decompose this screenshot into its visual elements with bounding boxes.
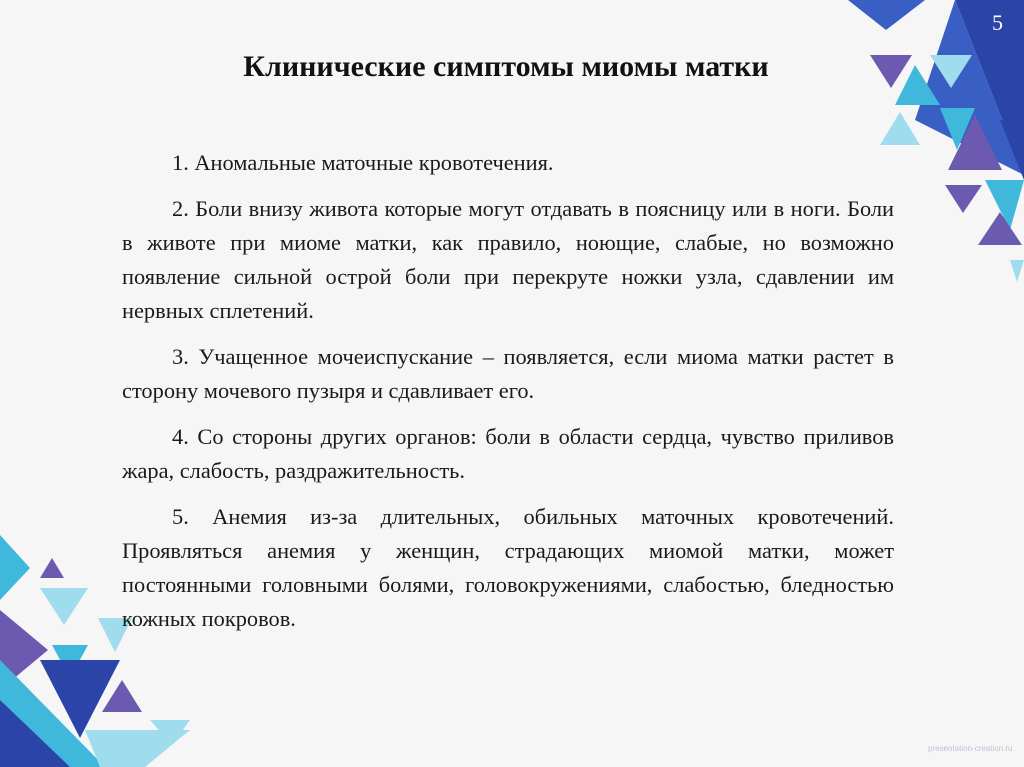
triangle-shape [40,558,64,578]
triangle-shape [0,535,30,600]
slide-number: 5 [992,10,1003,35]
symptom-paragraph: 4. Со стороны других органов: боли в области сердца, чувство приливов жара, слабость, раздражительность. [122,424,894,483]
symptoms-list [122,146,894,648]
watermark: presentation-creation.ru [928,744,1013,753]
triangle-shape [848,0,925,30]
triangle-shape [880,112,920,145]
symptom-paragraph: 5. Анемия из-за длительных, обильных маточных кровотечений. Проявляться анемия у женщин, страдающих миомой матки, может постоянными головными болями, головокружениями, слабостью, бледностью кожных покровов. [122,504,894,631]
triangle-shape [1010,260,1024,282]
symptom-paragraph: 2. Боли внизу живота которые могут отдавать в поясницу или в ноги. Боли в животе при миоме матки, как правило, ноющие, слабые, но возможно появление сильной острой боли при перекруте ножки узла, сдавлении им нервных сплетений. [122,196,894,323]
triangle-shape [102,680,142,712]
triangle-shape [945,185,982,213]
symptom-paragraph: 3. Учащенное мочеиспускание – появляется, если миома матки растет в сторону мочевого пузыря и сдавливает его. [122,344,894,403]
triangle-shape [978,212,1022,245]
triangle-shape [40,588,88,625]
slide-title: Клинические симптомы миомы матки [243,50,769,83]
symptom-paragraph: 1. Аномальные маточные кровотечения. [172,150,554,175]
